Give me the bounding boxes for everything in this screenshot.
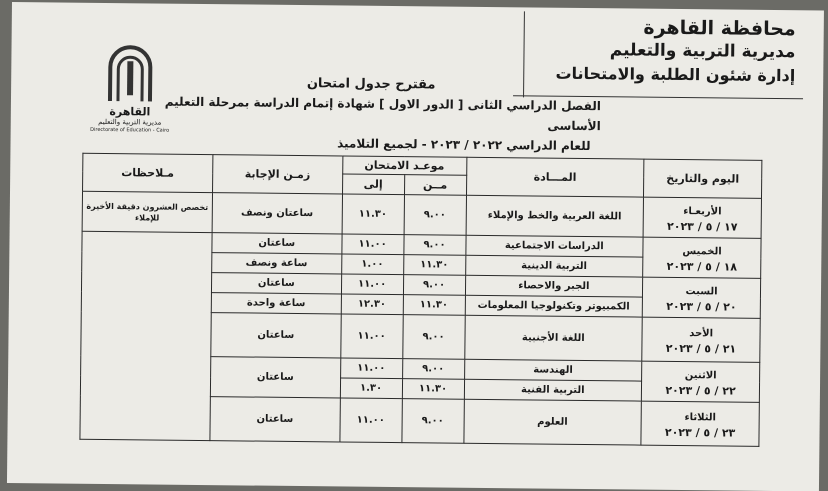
subject-cell: الهندسة [464,359,642,381]
day-name: السبت [685,285,718,297]
day-date-cell [641,401,759,446]
logo-english: Directorate of Education - Cairo [90,126,170,134]
table-row [82,191,761,238]
date-value: ٢٠ / ٥ / ٢٠٢٣ [666,299,737,314]
duration-cell: ساعة واحدة [211,293,341,314]
day-name: الأربعـاء [683,205,722,217]
day-name: الخميس [682,245,722,257]
header-subject: المـــادة [466,157,644,197]
day-date-cell [643,237,761,278]
duration-cell: ساعتان [211,313,341,358]
notes-cell-empty [80,231,212,440]
title-line-1: مقترح جدول امتحان [306,76,436,93]
notes-cell: تخصص العشرون دقيقة الأخيرة للإملاء [82,191,212,232]
from-cell: ٩.٠٠ [401,399,463,444]
to-cell: ١.٣٠ [340,378,402,399]
to-cell: ١١.٣٠ [342,194,404,235]
duration-cell: ساعتان [212,233,342,254]
subject-cell: التربية الدينية [465,255,643,277]
from-cell: ١١.٣٠ [402,379,464,400]
directorate-name: مديرية التربية والتعليم [609,40,796,63]
department-name: إدارة شئون الطلبة والامتحانات [555,63,796,86]
subject-cell: العلوم [463,399,641,445]
issuer-block [525,15,796,87]
governorate-name: محافظة القاهرة [643,16,796,41]
day-name: الأحد [689,327,714,339]
to-cell: ١٢.٣٠ [341,294,403,315]
to-cell: ١.٠٠ [341,254,403,275]
header-day-date: اليوم والتاريخ [644,159,762,198]
date-value: ١٧ / ٥ / ٢٠٢٣ [667,219,738,234]
from-cell: ٩.٠٠ [402,359,464,380]
from-cell: ٩.٠٠ [402,315,464,360]
duration-cell: ساعتان [210,397,340,442]
duration-cell: ساعتان [211,273,341,294]
logo-name: القاهرة [109,105,151,119]
duration-cell: ساعة ونصف [212,253,342,274]
subject-cell: اللغة العربية والخط والإملاء [466,195,644,237]
subject-cell: الدراسات الاجتماعية [465,235,643,257]
header-from: مــن [404,175,466,196]
day-name: الثلاثاء [684,411,717,423]
duration-cell: ساعتان ونصف [212,193,342,234]
date-value: ٢٣ / ٥ / ٢٠٢٣ [664,425,736,440]
duration-cell: ساعتان [210,357,340,398]
day-name: الاثنين [684,369,717,381]
logo-subtitle: مديرية التربية والتعليم [98,117,162,127]
from-cell: ٩.٠٠ [403,275,465,296]
header-exam-time: موعـد الامتحان [342,156,466,175]
document-titles [140,73,601,156]
title-line-2: الفصل الدراسي الثانى [ الدور الاول ] شهادة إتمام الدراسة بمرحلة التعليم الأساسى [164,94,602,134]
header-notes: مـلاحظات [83,153,213,192]
to-cell: ١١.٠٠ [340,358,402,379]
subject-cell: اللغة الأجنبية [464,315,642,361]
from-cell: ١١.٣٠ [403,255,465,276]
header-duration: زمـن الإجابة [212,155,342,194]
subject-cell: الكمبيوتر وتكنولوجيا المعلومات [465,295,643,317]
day-date-cell [643,197,761,238]
day-date-cell [642,361,760,402]
day-date-cell [642,277,760,318]
to-cell: ١١.٠٠ [342,234,404,255]
to-cell: ١١.٠٠ [340,398,402,443]
day-date-cell [642,317,760,362]
header-to: إلى [342,174,404,195]
schedule-table [79,153,762,447]
date-value: ١٨ / ٥ / ٢٠٢٣ [666,259,738,274]
subject-cell: الجبر والاحصاء [465,275,643,297]
from-cell: ١١.٣٠ [403,295,465,316]
from-cell: ٩.٠٠ [403,235,465,256]
exam-schedule-document [7,2,824,491]
subject-cell: التربية الفنية [464,379,642,401]
date-value: ٢١ / ٥ / ٢٠٢٣ [665,341,737,356]
to-cell: ١١.٠٠ [340,314,402,359]
title-line-3: للعام الدراسي ٢٠٢٢ / ٢٠٢٣ - لجميع التلاميذ [337,136,591,154]
from-cell: ٩.٠٠ [404,195,466,236]
date-value: ٢٢ / ٥ / ٢٠٢٣ [665,383,736,398]
to-cell: ١١.٠٠ [341,274,403,295]
